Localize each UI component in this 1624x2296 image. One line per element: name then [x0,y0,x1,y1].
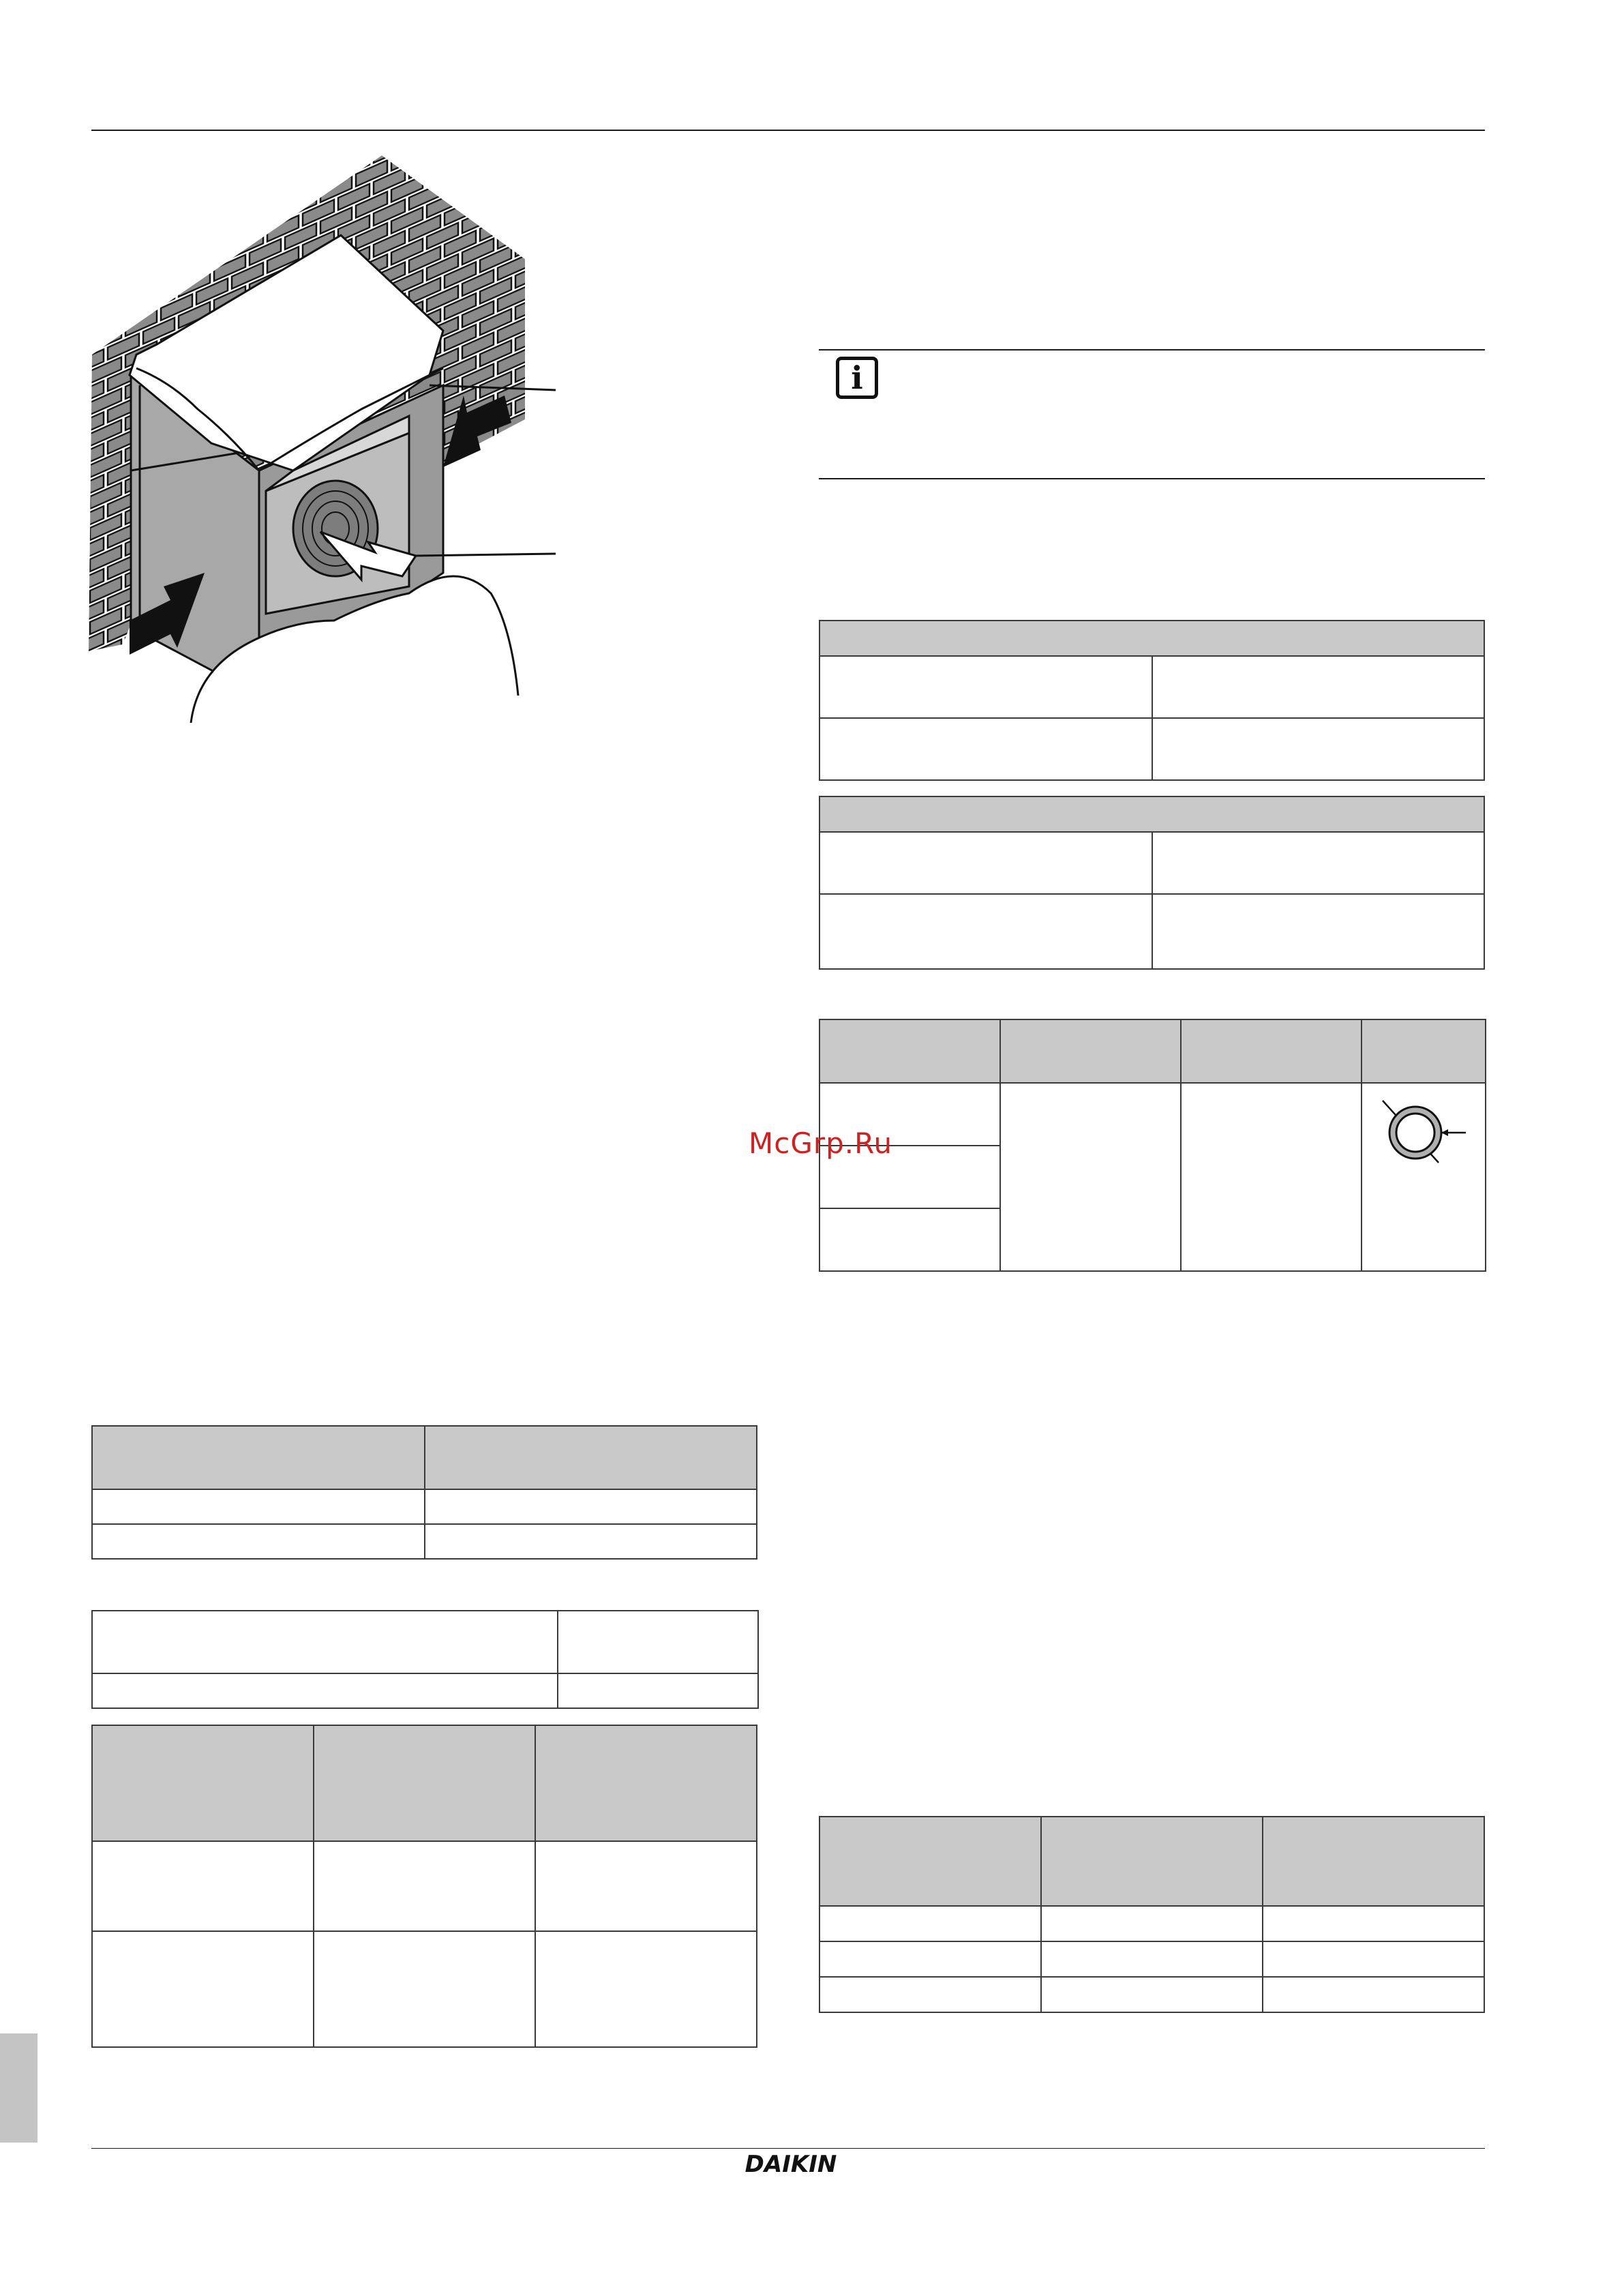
table-cell [314,1931,535,2047]
table-header-cell [92,1725,314,1841]
table-cell [1041,1977,1263,2012]
table-cell [92,1931,314,2047]
table-cell [1152,656,1485,718]
side-tab [0,2033,37,2143]
table-right-2 [819,796,1485,970]
info-block-bottom-rule [819,478,1485,479]
table-header-cell [425,1426,757,1489]
table-cell [535,1931,757,2047]
table-right-1 [819,620,1485,781]
table-cell [819,1906,1041,1941]
table-cell [819,1208,1000,1271]
header-rule [91,130,1485,131]
pipe-cross-section-icon [1362,1084,1485,1172]
table-cell [1041,1906,1263,1941]
table-header-cell [819,621,1484,656]
table-header-cell [819,1817,1041,1906]
table-cell [819,1941,1041,1977]
table-cell [425,1489,757,1524]
table-cell [558,1611,758,1673]
table-cell [1263,1977,1484,2012]
table-cell [1263,1906,1484,1941]
table-header-cell [1362,1019,1486,1083]
table-header-cell [819,796,1484,832]
table-cell [1152,832,1485,894]
table-cell [558,1673,758,1708]
table-cell [819,832,1152,894]
table-cell [819,894,1152,969]
table-left-1 [91,1425,757,1560]
table-cell [92,1611,558,1673]
table-header-cell [314,1725,535,1841]
table-cell [1181,1083,1362,1271]
table-cell [1263,1941,1484,1977]
table-left-2 [91,1610,759,1709]
table-header-cell [535,1725,757,1841]
table-cell [1000,1083,1181,1271]
table-cell [819,718,1152,780]
pipe-table [819,1019,1486,1272]
table-cell [535,1841,757,1931]
table-cell [92,1841,314,1931]
table-header-cell [819,1019,1000,1083]
table-cell [314,1841,535,1931]
table-cell [1362,1083,1486,1271]
table-cell [425,1524,757,1559]
table-cell [92,1524,425,1559]
table-cell [819,656,1152,718]
table-header-cell [92,1426,425,1489]
brand-logo: DAIKIN [745,2151,837,2178]
table-header-cell [1041,1817,1263,1906]
table-left-3 [91,1725,757,2048]
info-icon: i [836,357,878,399]
table-header-cell [1000,1019,1181,1083]
outdoor-unit-snow-illustration [89,150,566,723]
footer-rule [91,2148,1485,2149]
table-right-bottom [819,1816,1485,2013]
table-cell [819,1977,1041,2012]
table-cell [1152,894,1485,969]
table-cell [92,1673,558,1708]
info-block-top-rule [819,349,1485,351]
watermark-text: McGrp.Ru [749,1127,893,1160]
table-header-cell [1181,1019,1362,1083]
table-header-cell [1263,1817,1484,1906]
table-cell [92,1489,425,1524]
table-cell [1041,1941,1263,1977]
table-cell [1152,718,1485,780]
